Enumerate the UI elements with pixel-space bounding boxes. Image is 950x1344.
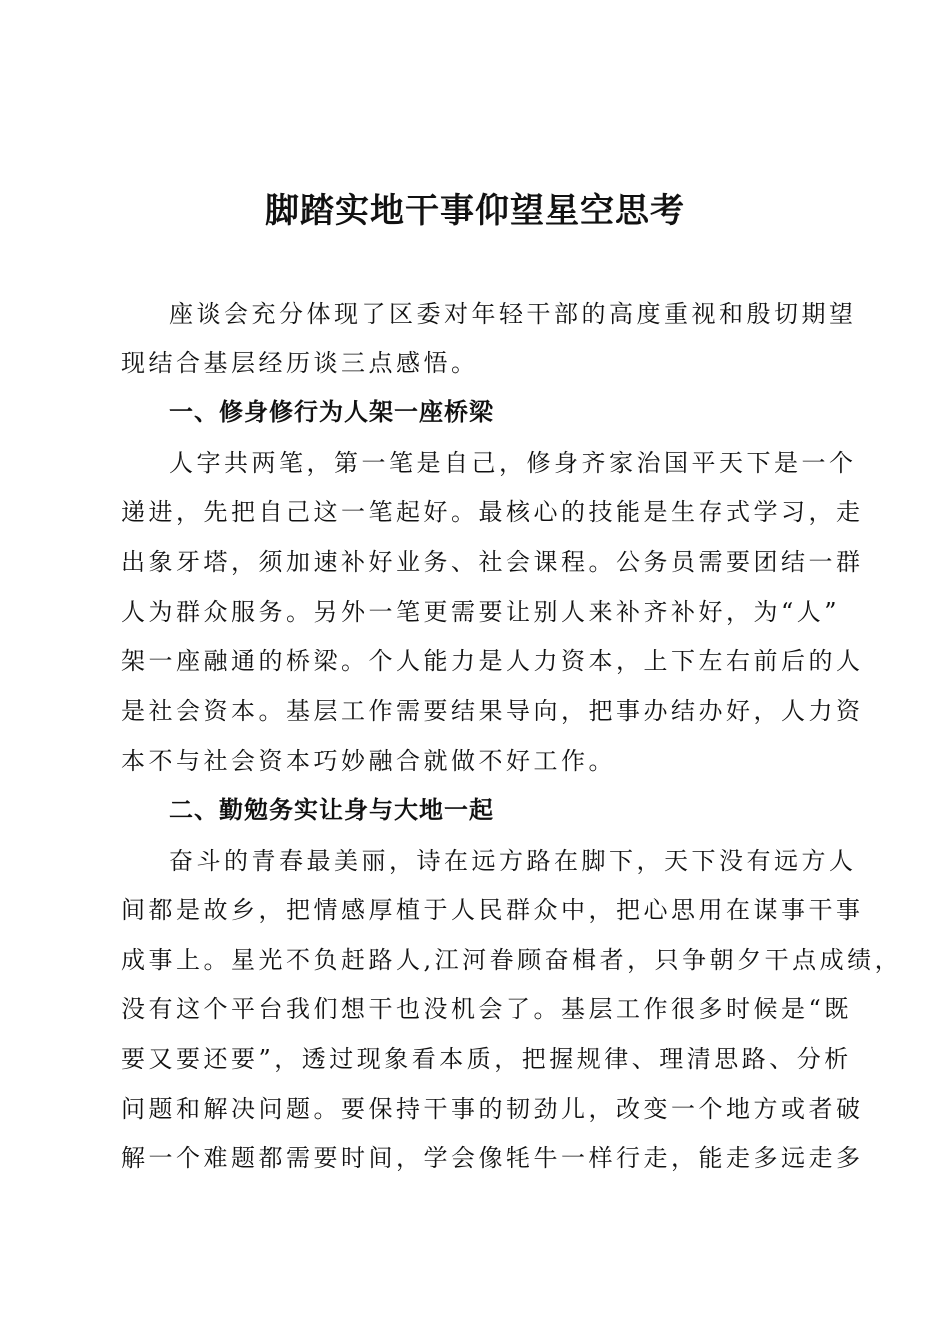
paragraph-3-line-3: 成事上。星光不负赶路人,江河眷顾奋楫者，只争朝夕干点成绩， bbox=[121, 946, 903, 974]
paragraph-3-line-1: 奋斗的青春最美丽，诗在远方路在脚下，天下没有远方人 bbox=[169, 847, 857, 875]
paragraph-2-line-4: 人为群众服务。另外一笔更需要让别人来补齐补好，为“人” bbox=[121, 598, 841, 626]
paragraph-1-line-2: 现结合基层经历谈三点感悟。 bbox=[121, 349, 479, 377]
section-heading-1: 一、修身修行为人架一座桥梁 bbox=[169, 398, 494, 426]
paragraph-2-line-2: 递进，先把自己这一笔起好。最核心的技能是生存式学习，走 bbox=[121, 498, 864, 526]
paragraph-3-line-7: 解一个难题都需要时间，学会像牦牛一样行走，能走多远走多 bbox=[121, 1144, 864, 1172]
section-heading-2: 二、勤勉务实让身与大地一起 bbox=[169, 796, 494, 824]
paragraph-3-line-2: 间都是故乡，把情感厚植于人民群众中，把心思用在谋事干事 bbox=[121, 896, 864, 924]
paragraph-2-line-1: 人字共两笔，第一笔是自己，修身齐家治国平天下是一个 bbox=[169, 449, 857, 477]
document-title: 脚踏实地干事仰望星空思考 bbox=[265, 191, 685, 231]
paragraph-2-line-3: 出象牙塔，须加速补好业务、社会课程。公务员需要团结一群 bbox=[121, 548, 864, 576]
paragraph-3-line-5: 要又要还要”，透过现象看本质，把握规律、理清思路、分析 bbox=[121, 1045, 852, 1073]
paragraph-2-line-6: 是社会资本。基层工作需要结果导向，把事办结办好，人力资 bbox=[121, 697, 864, 725]
paragraph-3-line-6: 问题和解决问题。要保持干事的韧劲儿，改变一个地方或者破 bbox=[121, 1095, 864, 1123]
paragraph-2-line-5: 架一座融通的桥梁。个人能力是人力资本，上下左右前后的人 bbox=[121, 647, 864, 675]
paragraph-2-line-7: 本不与社会资本巧妙融合就做不好工作。 bbox=[121, 747, 616, 775]
paragraph-1-line-1: 座谈会充分体现了区委对年轻干部的高度重视和殷切期望 bbox=[169, 300, 857, 328]
paragraph-3-line-4: 没有这个平台我们想干也没机会了。基层工作很多时候是“既 bbox=[121, 995, 852, 1023]
